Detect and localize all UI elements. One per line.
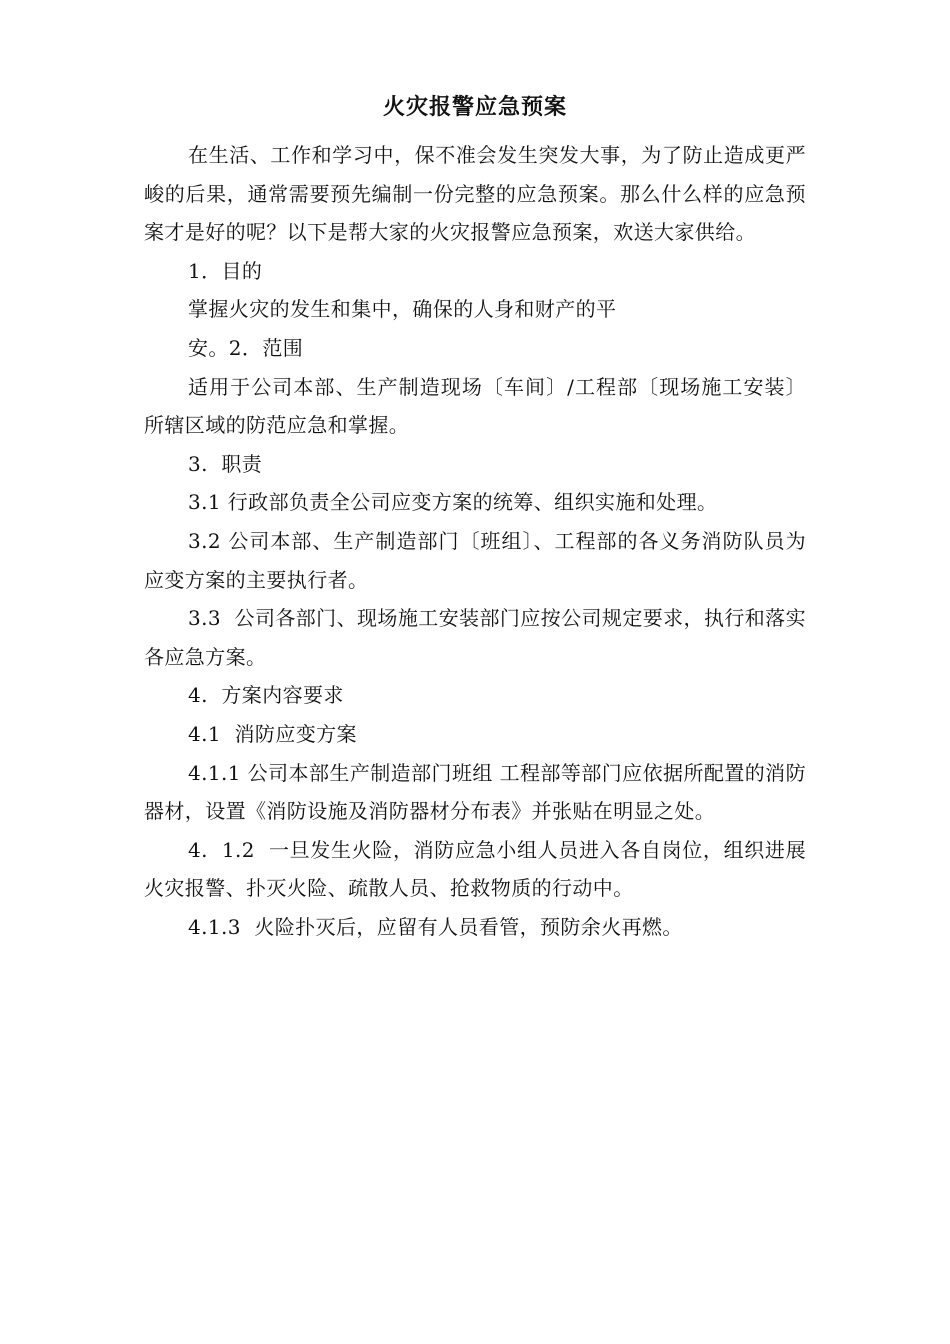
document-body — [144, 136, 806, 946]
section-4-1-2: 4. 1.2 一旦发生火险，消防应急小组人员进入各自岗位，组织进展火灾报警、扑灭火险、疏散人员、抢救物质的行动中。 — [144, 837, 806, 901]
section-4-1-1: 4.1.1 公司本部生产制造部门班组 工程部等部门应依据所配置的消防器材，设置《消防设施及消防器材分布表》并张贴在明显之处。 — [144, 760, 806, 824]
section-1-body: 掌握火灾的发生和集中，确保的人身和财产的平 — [188, 297, 617, 322]
section-3-2: 3.2 公司本部、生产制造部门〔班组〕、工程部的各义务消防队员为应变方案的主要执行者。 — [144, 528, 806, 592]
section-3-1: 3.1 行政部负责全公司应变方案的统筹、组织实施和处理。 — [188, 490, 718, 515]
section-1-body-continued: 安。2．范围 — [188, 335, 304, 360]
section-1-heading: 1．目的 — [188, 258, 263, 283]
paragraph-intro: 在生活、工作和学习中，保不准会发生突发大事，为了防止造成更严峻的后果，通常需要预先编制一份完整的应急预案。那么什么样的应急预案才是好的呢？以下是帮大家的火灾报警应急预案，欢送大家供给。 — [144, 143, 806, 245]
section-3-3: 3.3 公司各部门、现场施工安装部门应按公司规定要求，执行和落实各应急方案。 — [144, 606, 806, 669]
document-title: 火灾报警应急预案 — [382, 95, 567, 120]
section-4-heading: 4. 方案内容要求 — [188, 683, 344, 708]
section-2-body: 适用于公司本部、生产制造现场〔车间〕/工程部〔现场施工安装〕所辖区域的防范应急和掌握。 — [144, 374, 806, 438]
section-4-1: 4.1 消防应变方案 — [188, 721, 357, 746]
section-3-heading: 3. 职责 — [188, 451, 263, 476]
section-4-1-3: 4.1.3 火险扑灭后，应留有人员看管，预防余火再燃。 — [188, 914, 683, 939]
